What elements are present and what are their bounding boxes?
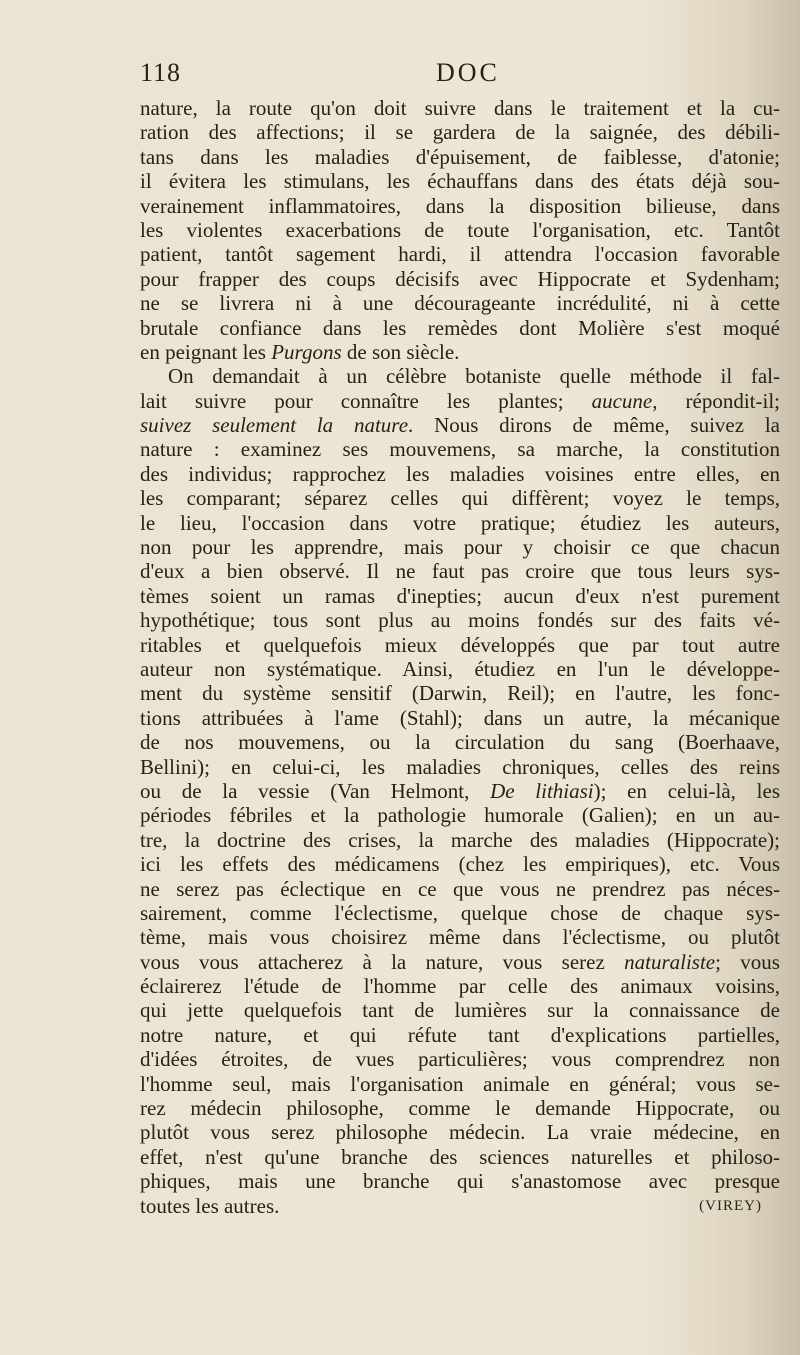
text-run: ); en celui-là, les xyxy=(593,778,780,803)
text-line: d'eux a bien observé. Il ne faut pas croire que tous leurs sys- xyxy=(140,559,780,584)
text-line: qui jette quelquefois tant de lumières sur la connaissance de xyxy=(140,998,780,1023)
text-line: ne serez pas éclectique en ce que vous ne prendrez pas néces- xyxy=(140,876,780,901)
text-line: nature : examinez ses mouvemens, sa marche, la constitution xyxy=(140,437,780,462)
text-line xyxy=(140,413,780,437)
text-line xyxy=(140,779,780,803)
text-run: ou de la vessie (Van Helmont, xyxy=(140,778,491,803)
text-line: tème, mais vous choisirez même dans l'éclectisme, ou plutôt xyxy=(140,925,780,950)
text-line: ne se livrera ni à une décourageante incrédulité, ni à cette xyxy=(140,291,780,316)
text-line: tre, la doctrine des crises, la marche des maladies (Hippocrate); xyxy=(140,827,780,852)
text-run: ; vous xyxy=(715,949,780,974)
text-line: d'idées étroites, de vues particulières; vous comprendrez non xyxy=(140,1047,780,1072)
text-line: tans dans les maladies d'épuisement, de faiblesse, d'atonie; xyxy=(140,144,780,169)
text-line: les comparant; séparez celles qui diffèrent; voyez le temps, xyxy=(140,486,780,511)
text-line: pour frapper des coups décisifs avec Hippocrate et Sydenham; xyxy=(140,266,780,291)
text-line: nature, la route qu'on doit suivre dans le traitement et la cu- xyxy=(140,96,780,120)
author-signature: (VIREY) xyxy=(699,1197,762,1214)
text-line: ment du système sensitif (Darwin, Reil); en l'autre, les fonc- xyxy=(140,681,780,706)
text-line: ritables et quelquefois mieux développés que par tout autre xyxy=(140,632,780,657)
text-line: auteur non systématique. Ainsi, étudiez en l'un le développe- xyxy=(140,656,780,681)
text-line: il évitera les stimulans, les échauffans dans des états déjà sou- xyxy=(140,169,780,194)
text-run: lait suivre pour connaître les plantes; xyxy=(140,388,592,413)
text-line: effet, n'est qu'une branche des sciences naturelles et philoso- xyxy=(140,1144,780,1169)
page-header xyxy=(140,58,780,92)
text-line: rez médecin philosophe, comme le demande Hippocrate, ou xyxy=(140,1096,780,1121)
text-line: notre nature, et qui réfute tant d'explications partielles, xyxy=(140,1022,780,1047)
text-run: en peignant les xyxy=(140,339,272,364)
text-run: de son siècle. xyxy=(341,339,460,364)
text-line: phiques, mais une branche qui s'anastomose avec presque xyxy=(140,1169,780,1194)
italic-run: suivez seulement la nature xyxy=(140,413,409,438)
italic-run: Purgons xyxy=(271,339,342,364)
text-line xyxy=(140,950,780,974)
text-line: de nos mouvemens, ou la circulation du sang (Boerhaave, xyxy=(140,730,780,755)
text-line: tèmes soient un ramas d'inepties; aucun d'eux n'est purement xyxy=(140,583,780,608)
paragraph-start-line: On demandait à un célèbre botaniste quelle méthode il fal- xyxy=(168,364,780,389)
text-line: Bellini); en celui-ci, les maladies chroniques, celles des reins xyxy=(140,754,780,779)
text-run: toutes les autres. xyxy=(140,1193,280,1218)
text-line xyxy=(140,389,780,413)
text-run: vous vous attacherez à la nature, vous serez xyxy=(140,949,625,974)
text-line: patient, tantôt sagement hardi, il attendra l'occasion favorable xyxy=(140,242,780,267)
text-line: le lieu, l'occasion dans votre pratique; étudiez les auteurs, xyxy=(140,510,780,535)
text-line: l'homme seul, mais l'organisation animale en général; vous se- xyxy=(140,1071,780,1096)
italic-run: De lithiasi xyxy=(490,778,594,803)
text-line: éclairerez l'étude de l'homme par celle des animaux voisins, xyxy=(140,974,780,999)
text-line: verainement inflammatoires, dans la disposition bilieuse, dans xyxy=(140,193,780,218)
text-line: ici les effets des médicamens (chez les empiriques), etc. Vous xyxy=(140,852,780,877)
text-line: hypothétique; tous sont plus au moins fondés sur des faits vé- xyxy=(140,608,780,633)
italic-run: naturaliste xyxy=(624,949,716,974)
italic-run: aucune xyxy=(591,388,653,413)
text-line: brutale confiance dans les remèdes dont Molière s'est moqué xyxy=(140,315,780,340)
text-line: périodes fébriles et la pathologie humorale (Galien); en un au- xyxy=(140,803,780,828)
text-run: . Nous dirons de même, suivez la xyxy=(408,413,780,438)
text-run: , répondit-il; xyxy=(652,388,780,413)
text-line: tions attribuées à l'ame (Stahl); dans un autre, la mécanique xyxy=(140,705,780,730)
closing-line xyxy=(140,1194,780,1218)
body-text xyxy=(140,96,780,1218)
text-line: non pour les apprendre, mais pour y choisir ce que chacun xyxy=(140,535,780,560)
page-number: 118 xyxy=(140,58,182,87)
text-line: sairement, comme l'éclectisme, quelque chose de chaque sys- xyxy=(140,900,780,925)
text-line: ration des affections; il se gardera de la saignée, des débili- xyxy=(140,120,780,145)
text-line: des individus; rapprochez les maladies voisines entre elles, en xyxy=(140,461,780,486)
running-head: DOC xyxy=(436,58,500,87)
text-line: plutôt vous serez philosophe médecin. La vraie médecine, en xyxy=(140,1120,780,1145)
text-line: les violentes exacerbations de toute l'organisation, etc. Tantôt xyxy=(140,217,780,242)
text-line xyxy=(140,340,780,364)
